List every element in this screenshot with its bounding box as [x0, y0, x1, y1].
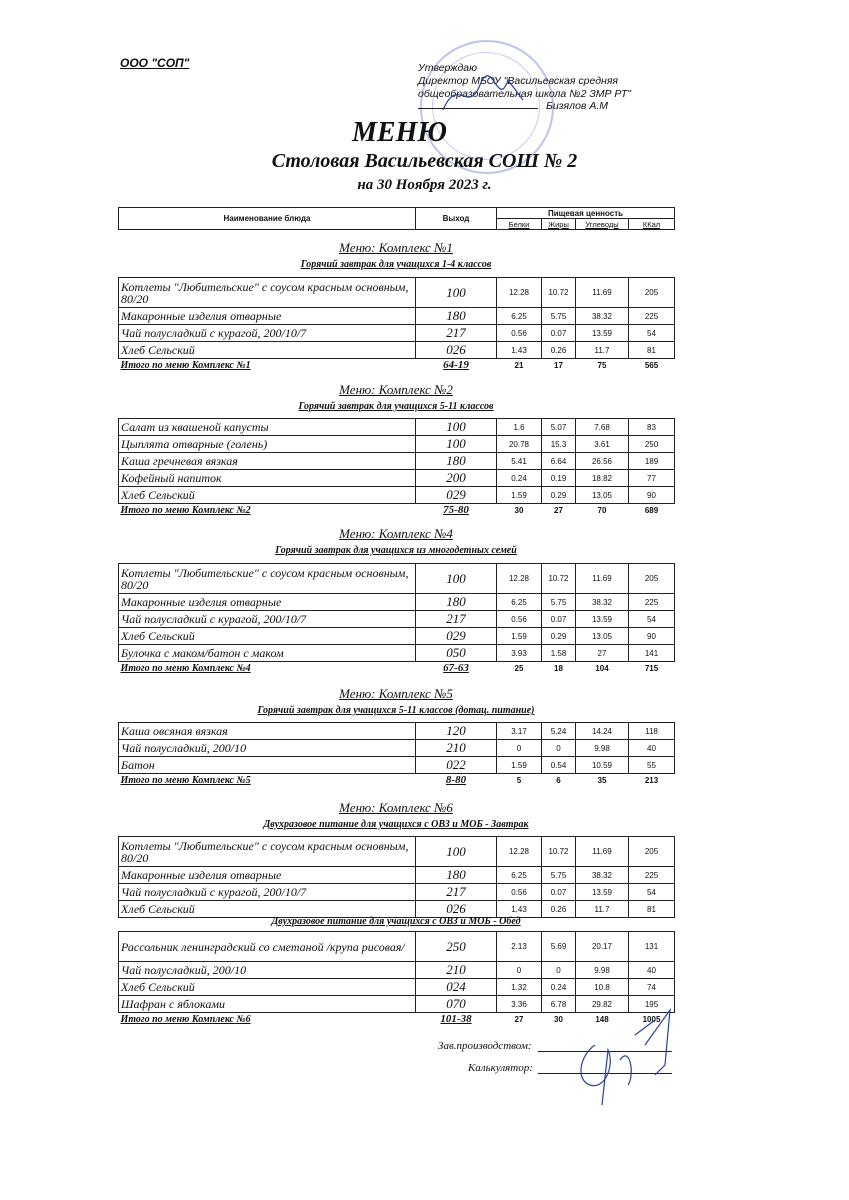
- fat-value: 10.72: [542, 837, 576, 867]
- protein-value: 12.28: [497, 278, 542, 308]
- kcal-value: 40: [629, 962, 675, 979]
- protein-value: 0: [497, 962, 542, 979]
- total-kcal: 715: [644, 663, 659, 673]
- fat-value: 5.24: [542, 723, 576, 740]
- kcal-value: 54: [629, 884, 675, 901]
- dish-name: Рассольник ленинградский со сметаной /крупа рисовая/: [119, 932, 416, 962]
- kcal-value: 225: [629, 308, 675, 325]
- carbs-value: 11.69: [576, 837, 629, 867]
- kcal-value: 54: [629, 611, 675, 628]
- protein-value: 0.56: [497, 884, 542, 901]
- dish-output: 180: [416, 594, 497, 611]
- carbs-value: 13.59: [576, 611, 629, 628]
- table-row: [119, 932, 675, 962]
- fat-value: 5.75: [542, 308, 576, 325]
- table-row: [119, 470, 675, 487]
- page-title: МЕНЮ: [352, 117, 447, 148]
- total-kcal: 213: [644, 775, 659, 785]
- total-kcal: 689: [644, 505, 659, 515]
- total-protein: 27: [514, 1014, 524, 1024]
- kcal-value: 189: [629, 453, 675, 470]
- section-subheading: Горячий завтрак для учащихся 5-11 классов: [298, 401, 494, 412]
- fat-value: 0.07: [542, 325, 576, 342]
- kcal-value: 54: [629, 325, 675, 342]
- table-row: [119, 740, 675, 757]
- protein-value: 0.24: [497, 470, 542, 487]
- protein-value: 1.32: [497, 979, 542, 996]
- kcal-value: 55: [629, 757, 675, 774]
- kcal-value: 250: [629, 436, 675, 453]
- protein-value: 3.36: [497, 996, 542, 1013]
- director-name: Бизялов А.М: [546, 100, 608, 112]
- dish-name: Котлеты "Любительские" с соусом красным основным, 80/20: [119, 278, 416, 308]
- total-carbs: 70: [597, 505, 607, 515]
- carbs-value: 9.98: [576, 962, 629, 979]
- fat-value: 6.78: [542, 996, 576, 1013]
- fat-value: 10.72: [542, 278, 576, 308]
- table-row: [119, 453, 675, 470]
- header-carbs: Углеводы: [576, 219, 629, 230]
- table-row: [119, 278, 675, 308]
- dish-output: 026: [416, 901, 497, 918]
- dish-output: 210: [416, 962, 497, 979]
- dish-output: 250: [416, 932, 497, 962]
- fat-value: 15.3: [542, 436, 576, 453]
- protein-value: 20.78: [497, 436, 542, 453]
- fat-value: 0.07: [542, 884, 576, 901]
- total-row: [119, 774, 675, 787]
- section-complex-6: [118, 800, 674, 830]
- table-row: [119, 436, 675, 453]
- dish-output: 100: [416, 419, 497, 436]
- carbs-value: 7.68: [576, 419, 629, 436]
- section-subheading: Горячий завтрак для учащихся 5-11 классов (дотац. питание): [257, 705, 535, 716]
- table-row: [119, 979, 675, 996]
- dish-output: 100: [416, 436, 497, 453]
- menu-table-complex-6-breakfast: [118, 836, 675, 918]
- protein-value: 0.56: [497, 325, 542, 342]
- section-complex-5: [118, 686, 674, 716]
- section-heading: Меню: Комплекс №5: [339, 686, 453, 701]
- total-row: [119, 359, 675, 372]
- kcal-value: 141: [629, 645, 675, 662]
- header-name: Наименование блюда: [119, 208, 416, 230]
- total-protein: 21: [514, 360, 524, 370]
- total-kcal: 1005: [642, 1014, 661, 1024]
- fat-value: 0.26: [542, 901, 576, 918]
- section-complex-4: [118, 526, 674, 556]
- total-code: 67-63: [443, 662, 469, 674]
- dish-name: Цыплята отварные (голень): [119, 436, 416, 453]
- dish-name: Чай полусладкий с курагой, 200/10/7: [119, 884, 416, 901]
- dish-output: 070: [416, 996, 497, 1013]
- dish-output: 026: [416, 342, 497, 359]
- carbs-value: 13.05: [576, 628, 629, 645]
- total-carbs: 148: [595, 1014, 609, 1024]
- dish-output: 029: [416, 487, 497, 504]
- header-output: Выход: [416, 208, 497, 230]
- dish-output: 217: [416, 884, 497, 901]
- table-row: [119, 723, 675, 740]
- carbs-value: 38.32: [576, 594, 629, 611]
- dish-output: 200: [416, 470, 497, 487]
- total-label: Итого по меню Комплекс №4: [120, 662, 251, 674]
- protein-value: 12.28: [497, 837, 542, 867]
- total-fat: 18: [554, 663, 563, 673]
- carbs-value: 11.7: [576, 342, 629, 359]
- kcal-value: 225: [629, 594, 675, 611]
- carbs-value: 13.59: [576, 325, 629, 342]
- kcal-value: 118: [629, 723, 675, 740]
- dish-name: Чай полусладкий с курагой, 200/10/7: [119, 325, 416, 342]
- total-label: Итого по меню Комплекс №2: [120, 504, 251, 516]
- dish-output: 120: [416, 723, 497, 740]
- fat-value: 6.64: [542, 453, 576, 470]
- dish-name: Чай полусладкий с курагой, 200/10/7: [119, 611, 416, 628]
- dish-name: Хлеб Сельский: [119, 342, 416, 359]
- protein-value: 0.56: [497, 611, 542, 628]
- fat-value: 0.24: [542, 979, 576, 996]
- table-row: [119, 757, 675, 774]
- protein-value: 1.6: [497, 419, 542, 436]
- fat-value: 5.75: [542, 867, 576, 884]
- dish-name: Макаронные изделия отварные: [119, 308, 416, 325]
- carbs-value: 27: [576, 645, 629, 662]
- menu-table-complex-4: [118, 563, 675, 674]
- kcal-value: 225: [629, 867, 675, 884]
- section-subheading: Горячий завтрак для учащихся из многодетных семей: [275, 545, 517, 556]
- total-protein: 30: [514, 505, 524, 515]
- table-row: [119, 837, 675, 867]
- section-subheading-lunch: Двухразовое питание для учащихся с ОВЗ и МОБ - Обед: [271, 916, 521, 927]
- carbs-value: 13.59: [576, 884, 629, 901]
- table-row: [119, 962, 675, 979]
- dish-name: Хлеб Сельский: [119, 901, 416, 918]
- kcal-value: 205: [629, 278, 675, 308]
- dish-output: 100: [416, 278, 497, 308]
- table-row: [119, 645, 675, 662]
- section-heading: Меню: Комплекс №2: [339, 382, 453, 397]
- handwritten-signature: [560, 1005, 680, 1110]
- total-code: 75-80: [443, 504, 469, 516]
- carbs-value: 10.8: [576, 979, 629, 996]
- fat-value: 0: [542, 740, 576, 757]
- table-row: [119, 325, 675, 342]
- total-carbs: 35: [597, 775, 607, 785]
- total-fat: 17: [554, 360, 563, 370]
- total-protein: 5: [516, 775, 522, 785]
- table-row: [119, 884, 675, 901]
- dish-output: 100: [416, 564, 497, 594]
- menu-date: на 30 Ноября 2023 г.: [357, 177, 492, 193]
- carbs-value: 10.59: [576, 757, 629, 774]
- section-heading: Меню: Комплекс №6: [339, 800, 453, 815]
- total-row: [119, 504, 675, 517]
- table-row: [119, 628, 675, 645]
- total-label: Итого по меню Комплекс №1: [120, 359, 251, 371]
- fat-value: 1.58: [542, 645, 576, 662]
- protein-value: 5.41: [497, 453, 542, 470]
- total-carbs: 75: [597, 360, 607, 370]
- dish-output: 210: [416, 740, 497, 757]
- total-row: [119, 662, 675, 675]
- kcal-value: 90: [629, 628, 675, 645]
- section-heading: Меню: Комплекс №1: [339, 240, 453, 255]
- protein-value: 0: [497, 740, 542, 757]
- kcal-value: 131: [629, 932, 675, 962]
- fat-value: 5.07: [542, 419, 576, 436]
- table-header: [118, 207, 675, 230]
- protein-value: 12.28: [497, 564, 542, 594]
- dish-output: 217: [416, 611, 497, 628]
- protein-value: 1.43: [497, 342, 542, 359]
- total-fat: 6: [556, 775, 561, 785]
- dish-name: Салат из квашеной капусты: [119, 419, 416, 436]
- protein-value: 1.59: [497, 757, 542, 774]
- header-fat: Жиры: [542, 219, 576, 230]
- carbs-value: 3.61: [576, 436, 629, 453]
- carbs-value: 26.56: [576, 453, 629, 470]
- kcal-value: 77: [629, 470, 675, 487]
- total-code: 64-19: [443, 359, 469, 371]
- kcal-value: 205: [629, 837, 675, 867]
- dish-name: Каша гречневая вязкая: [119, 453, 416, 470]
- total-fat: 27: [554, 505, 563, 515]
- menu-table-complex-1: [118, 277, 675, 371]
- fat-value: 0.19: [542, 470, 576, 487]
- header-protein: Белки: [497, 219, 542, 230]
- dish-name: Кофейный напиток: [119, 470, 416, 487]
- kcal-value: 205: [629, 564, 675, 594]
- approval-line-2: Директор МБОУ "Васильевская средняя: [418, 75, 619, 87]
- approval-line-1: Утверждаю: [418, 62, 478, 74]
- dish-output: 180: [416, 867, 497, 884]
- total-protein: 25: [514, 663, 524, 673]
- protein-value: 3.17: [497, 723, 542, 740]
- canteen-name: Столовая Васильевская СОШ № 2: [271, 150, 578, 172]
- menu-table-complex-5: [118, 722, 675, 786]
- dish-output: 029: [416, 628, 497, 645]
- section-complex-2: [118, 382, 674, 412]
- carbs-value: 9.98: [576, 740, 629, 757]
- kcal-value: 81: [629, 901, 675, 918]
- fat-value: 10.72: [542, 564, 576, 594]
- total-label: Итого по меню Комплекс №5: [120, 774, 251, 786]
- total-label: Итого по меню Комплекс №6: [120, 1013, 251, 1025]
- dish-name: Хлеб Сельский: [119, 979, 416, 996]
- table-row: [119, 419, 675, 436]
- section-complex-6-lunch: [118, 916, 674, 927]
- protein-value: 2.13: [497, 932, 542, 962]
- production-head-label: Зав.производством:: [438, 1040, 532, 1052]
- fat-value: 0.07: [542, 611, 576, 628]
- total-carbs: 104: [595, 663, 609, 673]
- menu-table-complex-2: [118, 418, 675, 516]
- fat-value: 0.29: [542, 628, 576, 645]
- dish-name: Котлеты "Любительские" с соусом красным основным, 80/20: [119, 837, 416, 867]
- fat-value: 5.75: [542, 594, 576, 611]
- table-row: [119, 901, 675, 918]
- total-code: 101-38: [440, 1013, 472, 1025]
- dish-name: Чай полусладкий, 200/10: [119, 740, 416, 757]
- dish-name: Котлеты "Любительские" с соусом красным основным, 80/20: [119, 564, 416, 594]
- director-signature: [438, 70, 528, 120]
- protein-value: 6.25: [497, 308, 542, 325]
- dish-output: 180: [416, 308, 497, 325]
- protein-value: 1.59: [497, 628, 542, 645]
- carbs-value: 13.05: [576, 487, 629, 504]
- carbs-value: 18.82: [576, 470, 629, 487]
- dish-output: 217: [416, 325, 497, 342]
- table-row: [119, 342, 675, 359]
- dish-name: Батон: [119, 757, 416, 774]
- header-nutrition: Пищевая ценность: [497, 208, 675, 219]
- fat-value: 0.29: [542, 487, 576, 504]
- carbs-value: 29.82: [576, 996, 629, 1013]
- header-kcal: ККал: [629, 219, 675, 230]
- table-row: [119, 611, 675, 628]
- protein-value: 3.93: [497, 645, 542, 662]
- dish-name: Булочка с маком/батон с маком: [119, 645, 416, 662]
- kcal-value: 40: [629, 740, 675, 757]
- table-row: [119, 564, 675, 594]
- carbs-value: 14.24: [576, 723, 629, 740]
- protein-value: 6.25: [497, 867, 542, 884]
- dish-name: Макаронные изделия отварные: [119, 594, 416, 611]
- table-row: [119, 867, 675, 884]
- dish-name: Шафран с яблоками: [119, 996, 416, 1013]
- protein-value: 1.59: [497, 487, 542, 504]
- fat-value: 0: [542, 962, 576, 979]
- calculator-label: Калькулятор:: [468, 1062, 533, 1074]
- table-row: [119, 308, 675, 325]
- fat-value: 5.69: [542, 932, 576, 962]
- dish-output: 022: [416, 757, 497, 774]
- dish-output: 050: [416, 645, 497, 662]
- total-fat: 30: [554, 1014, 563, 1024]
- approval-line-3: общеобразовательная школа №2 ЗМР РТ": [418, 88, 631, 100]
- carbs-value: 20.17: [576, 932, 629, 962]
- dish-output: 024: [416, 979, 497, 996]
- carbs-value: 11.7: [576, 901, 629, 918]
- section-complex-1: [118, 240, 674, 270]
- kcal-value: 90: [629, 487, 675, 504]
- total-kcal: 565: [644, 360, 659, 370]
- dish-name: Каша овсяная вязкая: [119, 723, 416, 740]
- fat-value: 0.54: [542, 757, 576, 774]
- dish-name: Хлеб Сельский: [119, 487, 416, 504]
- protein-value: 6.25: [497, 594, 542, 611]
- kcal-value: 195: [629, 996, 675, 1013]
- carbs-value: 11.69: [576, 564, 629, 594]
- kcal-value: 83: [629, 419, 675, 436]
- dish-output: 100: [416, 837, 497, 867]
- table-row: [119, 487, 675, 504]
- dish-name: Хлеб Сельский: [119, 628, 416, 645]
- fat-value: 0.26: [542, 342, 576, 359]
- carbs-value: 11.69: [576, 278, 629, 308]
- dish-output: 180: [416, 453, 497, 470]
- carbs-value: 38.32: [576, 867, 629, 884]
- section-heading: Меню: Комплекс №4: [339, 526, 453, 541]
- dish-name: Чай полусладкий, 200/10: [119, 962, 416, 979]
- total-code: 8-80: [445, 774, 467, 786]
- table-row: [119, 594, 675, 611]
- kcal-value: 74: [629, 979, 675, 996]
- protein-value: 1.43: [497, 901, 542, 918]
- dish-name: Макаронные изделия отварные: [119, 867, 416, 884]
- section-subheading: Двухразовое питание для учащихся с ОВЗ и МОБ - Завтрак: [263, 819, 529, 830]
- carbs-value: 38.32: [576, 308, 629, 325]
- kcal-value: 81: [629, 342, 675, 359]
- organization-name: ООО "СОП": [120, 56, 190, 70]
- section-subheading: Горячий завтрак для учащихся 1-4 классов: [300, 259, 492, 270]
